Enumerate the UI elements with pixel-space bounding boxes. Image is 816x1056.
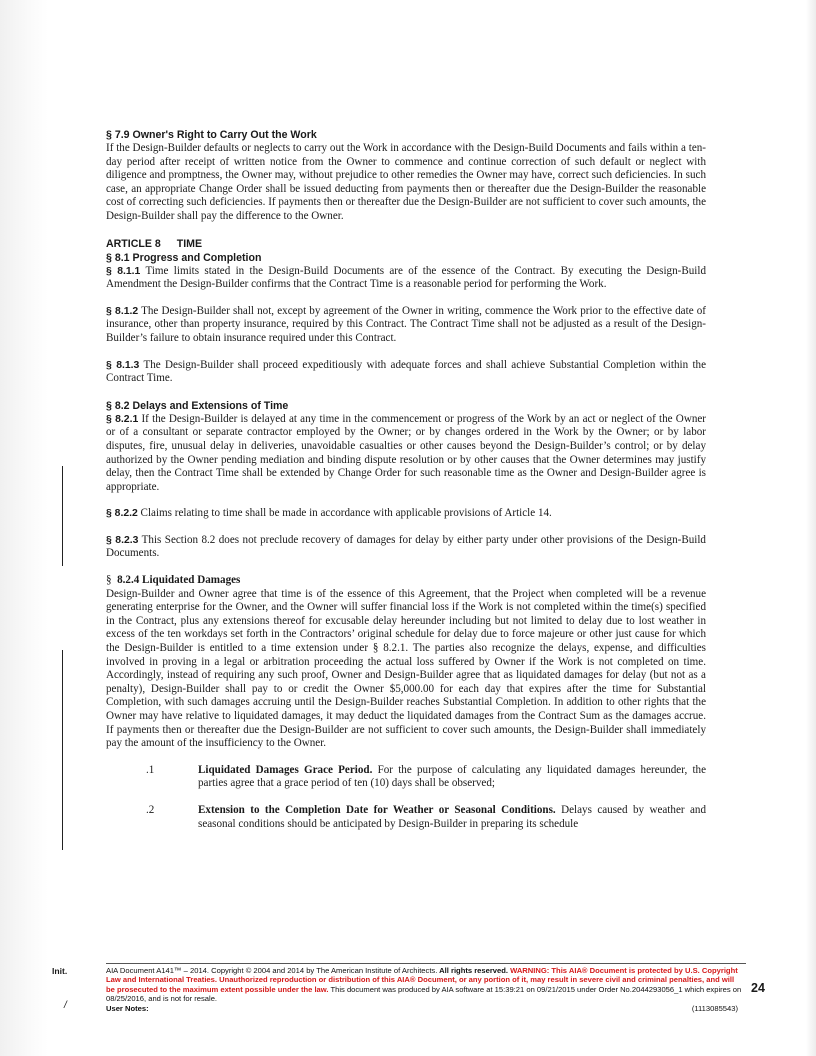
section-text: If the Design-Builder is delayed at any time in the commencement or progress of the Work by an act or neglect of the Owner or of a consultant or separate contractor employed by the Owner; or by changes ordered in the Work by the Owner; or by labor disputes, fire, unusual delay in deliveries, unavoidable casualties or other causes beyond the Design-Builder’s control; or by delay authorized by the Owner pending mediation and binding dispute resolution or by other causes that the Owner determines may justify delay, then the Contract Time shall be extended by Change Order for such reasonable time as the Owner and Design-Builder agree is appropriate. <box>106 412 706 493</box>
section-8-2-4-body: Design-Builder and Owner agree that time is of the essence of this Agreement, that the Project when completed will be a revenue generating enterprise for the Owner, and the Owner will suffer financial loss if the Work is not completed within the time(s) specified in the Contract, plus any extensions thereof for excusable delay hereunder including but not limited to delay due to lost weather in excess of the ten workdays set forth in the Contractors’ original schedule for delay due to force majeure or other just cause for which the Design-Builder is entitled to a time extension under § 8.2.1. The parties also recognize the delays, expense, and difficulties involved in proving in a legal or arbitration proceeding the actual loss suffered by Owner if the Work is not completed on time. Accordingly, instead of requiring any such proof, Owner and Design-Builder agree that as liquidated damages for delay (but not as a penalty), Design-Builder shall pay to or credit the Owner $5,000.00 for each day that expires after the time for Substantial Completion, with such damages accruing until the Design-Builder reaches Substantial Completion. In addition to other rights that the Owner may have relative to liquidated damages, it may deduct the liquidated damages from the Contract Sum as the damages accrue. If payments then or thereafter due the Design-Builder are not sufficient to cover such amounts, the Design-Builder shall immediately pay the amount of the insufficiency to the Owner. <box>106 587 706 750</box>
section-8-2-1 <box>106 413 706 495</box>
document-body <box>106 128 706 831</box>
page-number: 24 <box>751 981 765 995</box>
section-symbol: § <box>106 574 112 587</box>
article-title: TIME <box>176 237 203 250</box>
section-8-2-4-heading <box>106 574 706 588</box>
section-8-1-3 <box>106 359 706 386</box>
list-title: Extension to the Completion Date for Weather or Seasonal Conditions. <box>198 803 556 816</box>
footer-document-id: (1113085543) <box>691 1003 738 1013</box>
section-number: § 8.1.2 <box>106 305 139 317</box>
footer-notice <box>106 966 742 1004</box>
footer-warning: WARNING: This AIA® Document is protected by U.S. Copyright Law and International Treaties. Unauthorized reproduction or distribution of this AIA® Document, or any portion of it, may result in severe civil and criminal penalties, and will be prosecuted to the maximum extent possible under the law. <box>106 966 738 994</box>
initials-label: Init. <box>52 966 68 976</box>
footer-copyright: AIA Document A141™ – 2014. Copyright © 2004 and 2014 by The American Institute of Architects. <box>106 966 438 975</box>
footer-user-notes: User Notes: <box>106 1003 149 1013</box>
copyright-footer <box>106 966 742 1013</box>
revision-change-bar <box>62 466 63 566</box>
footer-rights: All rights reserved. <box>437 966 508 975</box>
scan-shadow-right <box>806 0 816 1056</box>
list-item <box>106 764 706 791</box>
list-text: For the purpose of calculating any liquidated damages hereunder, the parties agree that a grace period of ten (10) days shall be observed; <box>198 763 706 790</box>
list-item <box>106 804 706 831</box>
section-text: The Design-Builder shall proceed expeditiously with adequate forces and shall achieve Substantial Completion within the Contract Time. <box>106 358 707 385</box>
section-number: § 8.2.3 <box>106 534 139 546</box>
section-7-9-heading: § 7.9 Owner's Right to Carry Out the Work <box>106 129 317 141</box>
list-number: .2 <box>146 803 155 816</box>
section-number: § 8.2.1 <box>106 413 139 425</box>
section-8-1-heading: § 8.1 Progress and Completion <box>106 251 262 264</box>
section-title: 8.2.4 Liquidated Damages <box>117 574 241 587</box>
list-body <box>198 804 706 831</box>
scan-shadow-left <box>0 0 48 1056</box>
section-8-2-3 <box>106 534 706 561</box>
article-8-heading <box>106 237 706 251</box>
section-number: § 8.2.2 <box>106 508 138 520</box>
section-text: This Section 8.2 does not preclude recovery of damages for delay by either party under other provisions of the Design-Build Documents. <box>106 533 706 560</box>
section-8-1-2 <box>106 305 706 346</box>
footer-produced: This document was produced by AIA software at 15:39:21 on 09/21/2015 under Order No.2044293056_1 which expires on 08/25/2016, and is not for resale. <box>106 984 742 1004</box>
section-text: Claims relating to time shall be made in accordance with applicable provisions of Article 14. <box>137 507 552 520</box>
section-number: § 8.1.3 <box>106 359 140 371</box>
initials-slash: / <box>64 1000 67 1011</box>
section-text: The Design-Builder shall not, except by agreement of the Owner in writing, commence the Work prior to the effective date of insurance, other than property insurance, required by this Contract. The Contract Time shall not be adjusted as a result of the Design-Builder’s failure to obtain insurance required under this Contract. <box>106 304 706 344</box>
revision-change-bar <box>62 650 63 850</box>
section-8-1-1 <box>106 265 706 292</box>
list-text: Delays caused by weather and seasonal conditions should be anticipated by Design-Builder in preparing its schedule <box>198 803 706 830</box>
section-number: § 8.1.1 <box>106 265 141 277</box>
section-8-2-2 <box>106 507 706 521</box>
section-text: Time limits stated in the Design-Build Documents are of the essence of the Contract. By executing the Design-Build Amendment the Design-Builder confirms that the Contract Time is a reasonable period for performing the Work. <box>106 264 706 291</box>
list-body <box>198 764 706 791</box>
footer-divider <box>106 963 746 964</box>
article-label: ARTICLE 8 <box>106 237 161 250</box>
section-7-9-body: If the Design-Builder defaults or neglects to carry out the Work in accordance with the Design-Build Documents and fails within a ten-day period after receipt of written notice from the Owner to commence and continue correction of such default or neglect with diligence and promptness, the Owner may, without prejudice to other remedies the Owner may have, correct such deficiencies. In such case, an appropriate Change Order shall be issued deducting from payments then or thereafter due the Design-Builder the reasonable cost of correcting such deficiencies. If payments then or thereafter due the Design-Builder are not sufficient to cover such amounts, the Design-Builder shall pay the difference to the Owner. <box>106 142 706 222</box>
list-number: .1 <box>146 763 155 776</box>
section-8-2-heading: § 8.2 Delays and Extensions of Time <box>106 399 289 412</box>
list-title: Liquidated Damages Grace Period. <box>198 763 373 776</box>
